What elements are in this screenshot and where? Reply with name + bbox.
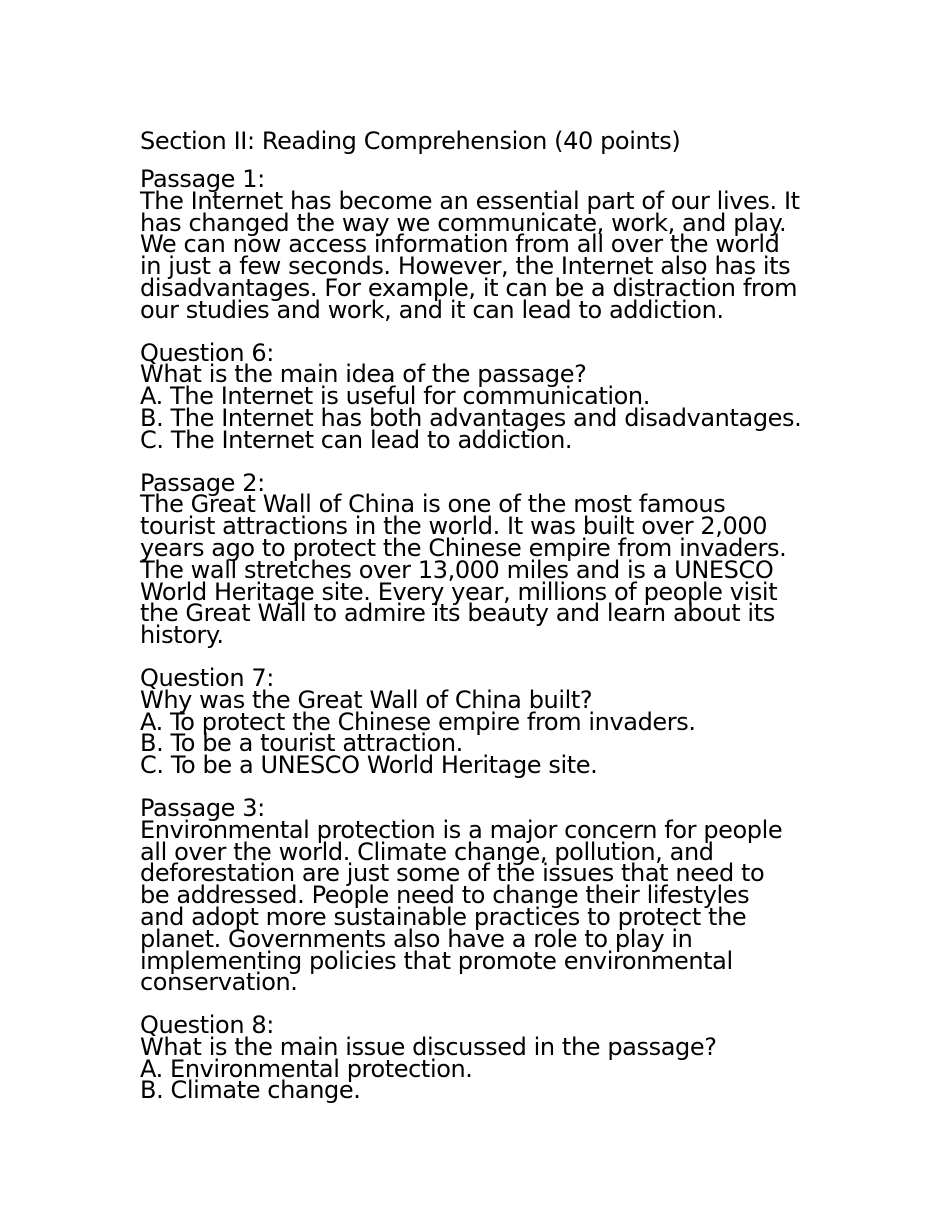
text-line: our studies and work, and it can lead to addiction. xyxy=(140,295,724,324)
section-title: Section II: Reading Comprehension (40 points) xyxy=(140,127,681,155)
text-line: history. xyxy=(140,621,224,650)
document-page xyxy=(140,126,820,1123)
text-line: planet. Governments also have a role to play in xyxy=(140,924,693,953)
text-line: World Heritage site. Every year, millions of people visit xyxy=(140,577,778,606)
passage-1 xyxy=(140,165,820,324)
passage-2 xyxy=(140,468,820,650)
text-line: The Internet has become an essential part of our lives. It xyxy=(140,186,800,215)
text-line: and adopt more sustainable practices to protect the xyxy=(140,902,747,931)
block-label: Question 7: xyxy=(140,663,274,692)
answer-option: B. Climate change. xyxy=(140,1076,361,1105)
question-text: Why was the Great Wall of China built? xyxy=(140,685,593,714)
text-line: years ago to protect the Chinese empire from invaders. xyxy=(140,533,787,562)
text-line: The Great Wall of China is one of the most famous xyxy=(140,490,726,519)
question-6 xyxy=(140,338,820,454)
passage-3 xyxy=(140,793,820,997)
answer-option: A. The Internet is useful for communication. xyxy=(140,382,650,411)
text-line: Environmental protection is a major concern for people xyxy=(140,815,783,844)
block-label: Passage 3: xyxy=(140,793,265,822)
text-line: implementing policies that promote environmental xyxy=(140,946,733,975)
answer-option: C. The Internet can lead to addiction. xyxy=(140,425,573,454)
block-label: Question 6: xyxy=(140,338,274,367)
answer-option: A. To protect the Chinese empire from invaders. xyxy=(140,707,696,736)
block-label: Question 8: xyxy=(140,1011,274,1040)
text-line: has changed the way we communicate, work, and play. xyxy=(140,208,787,237)
block-label: Passage 1: xyxy=(140,165,265,193)
question-text: What is the main issue discussed in the passage? xyxy=(140,1032,717,1061)
answer-option: C. To be a UNESCO World Heritage site. xyxy=(140,751,598,780)
text-line: be addressed. People need to change their lifestyles xyxy=(140,881,750,910)
block-label: Passage 2: xyxy=(140,468,265,497)
text-line: The wall stretches over 13,000 miles and is a UNESCO xyxy=(140,555,774,584)
text-line: the Great Wall to admire its beauty and learn about its xyxy=(140,599,775,628)
question-7 xyxy=(140,663,820,780)
text-line: tourist attractions in the world. It was built over 2,000 xyxy=(140,512,768,541)
text-line: in just a few seconds. However, the Internet also has its xyxy=(140,252,791,281)
question-text: What is the main idea of the passage? xyxy=(140,360,587,389)
question-8 xyxy=(140,1011,820,1105)
text-line: all over the world. Climate change, pollution, and xyxy=(140,837,714,866)
text-line: disadvantages. For example, it can be a distraction from xyxy=(140,273,798,302)
answer-option: B. To be a tourist attraction. xyxy=(140,729,463,758)
text-line: conservation. xyxy=(140,968,298,997)
text-line: deforestation are just some of the issues that need to xyxy=(140,859,765,888)
answer-option: B. The Internet has both advantages and disadvantages. xyxy=(140,403,802,432)
answer-option: A. Environmental protection. xyxy=(140,1054,473,1083)
text-line: We can now access information from all over the world xyxy=(140,230,780,259)
